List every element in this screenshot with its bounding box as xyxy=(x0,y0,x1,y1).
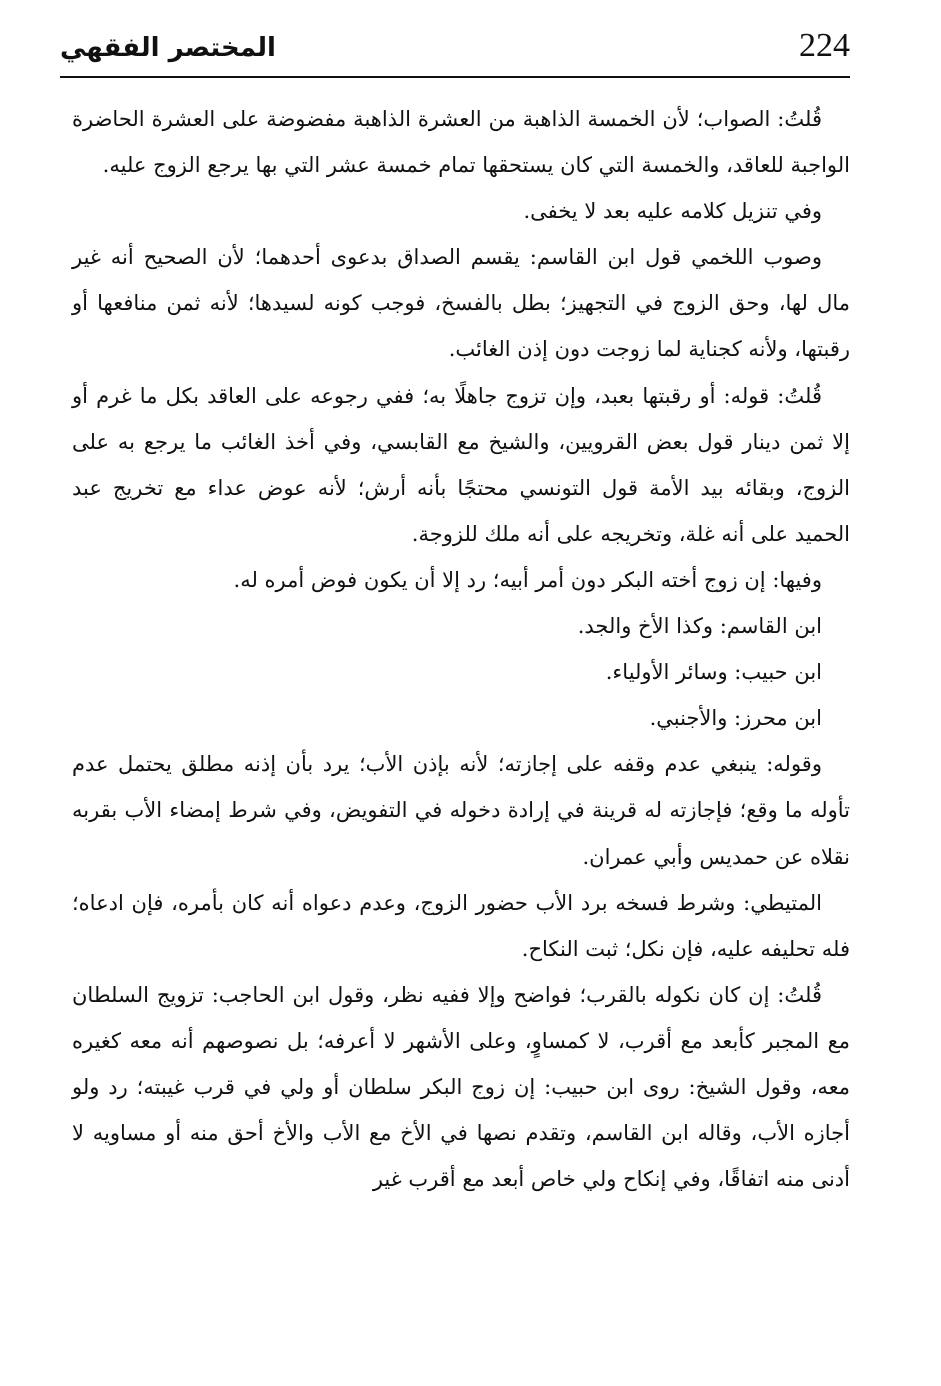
paragraph: ابن حبيب: وسائر الأولياء. xyxy=(605,660,822,685)
paragraph: وقوله: ينبغي عدم وقفه على إجازته؛ لأنه بإذن الأب؛ يرد بأن إذنه مطلق يحتمل عدم تأوله ما وقع؛ فإجازته له قرينة في إرادة دخوله في التفويض، وفي شرط إمضاء الأب بقربه نقلاه عن حمديس وأبي عمران. xyxy=(72,752,850,869)
page-header xyxy=(60,26,850,78)
paragraph: قُلتُ: إن كان نكوله بالقرب؛ فواضح وإلا ففيه نظر، وقول ابن الحاجب: تزويج السلطان مع المجبر كأبعد مع أقرب، لا كمساوٍ، وعلى الأشهر لا أعرفه؛ بل نصوصهم أنه معه كغيره معه، وقول الشيخ: روى ابن حبيب: إن زوج البكر سلطان أو ولي في قرب غيبته؛ رد ولو أجازه الأب، وقاله ابن القاسم، وتقدم نصها في الأخ مع الأب والأخ أحق منه أو مساويه لا أدنى منه اتفاقًا، وفي إنكاح ولي خاص أبعد مع أقرب غير xyxy=(72,982,850,1192)
paragraph: ابن القاسم: وكذا الأخ والجد. xyxy=(577,614,822,639)
paragraph: ابن محرز: والأجنبي. xyxy=(649,706,822,731)
paragraph: وصوب اللخمي قول ابن القاسم: يقسم الصداق بدعوى أحدهما؛ لأن الصحيح أنه غير مال لها، وحق الزوج في التجهيز؛ بطل بالفسخ، فوجب كونه لسيدها؛ لأنه ثمن منافعها أو رقبتها، ولأنه كجناية لما زوجت دون إذن الغائب. xyxy=(72,245,850,362)
paragraph: المتيطي: وشرط فسخه برد الأب حضور الزوج، وعدم دعواه أنه كان بأمره، فإن ادعاه؛ فله تحليفه عليه، فإن نكل؛ ثبت النكاح. xyxy=(72,890,850,961)
header-divider xyxy=(60,76,850,78)
book-title: المختصر الفقهي xyxy=(60,33,276,63)
paragraph: وفي تنزيل كلامه عليه بعد لا يخفى. xyxy=(523,199,822,224)
page-number: 224 xyxy=(799,27,850,64)
paragraph: قُلتُ: قوله: أو رقبتها بعبد، وإن تزوج جاهلًا به؛ ففي رجوعه على العاقد بكل ما غرم أو إلا ثمن دينار قول بعض القرويين، والشيخ مع القابسي، وفي أخذ الغائب ما يرجع به على الزوج، وبقائه بيد الأمة قول التونسي محتجًا بأنه أرش؛ لأنه عوض عداء مع تخريج عبد الحميد على أنه غلة، وتخريجه على أنه ملك للزوجة. xyxy=(72,383,850,546)
page-body xyxy=(72,96,850,1202)
paragraph: وفيها: إن زوج أخته البكر دون أمر أبيه؛ رد إلا أن يكون فوض أمره له. xyxy=(233,567,822,592)
paragraph: قُلتُ: الصواب؛ لأن الخمسة الذاهبة من العشرة الذاهبة مفضوضة على العشرة الحاضرة الواجبة للعاقد، والخمسة التي كان يستحقها تمام خمسة عشر التي بها يرجع الزوج عليه. xyxy=(72,107,850,178)
